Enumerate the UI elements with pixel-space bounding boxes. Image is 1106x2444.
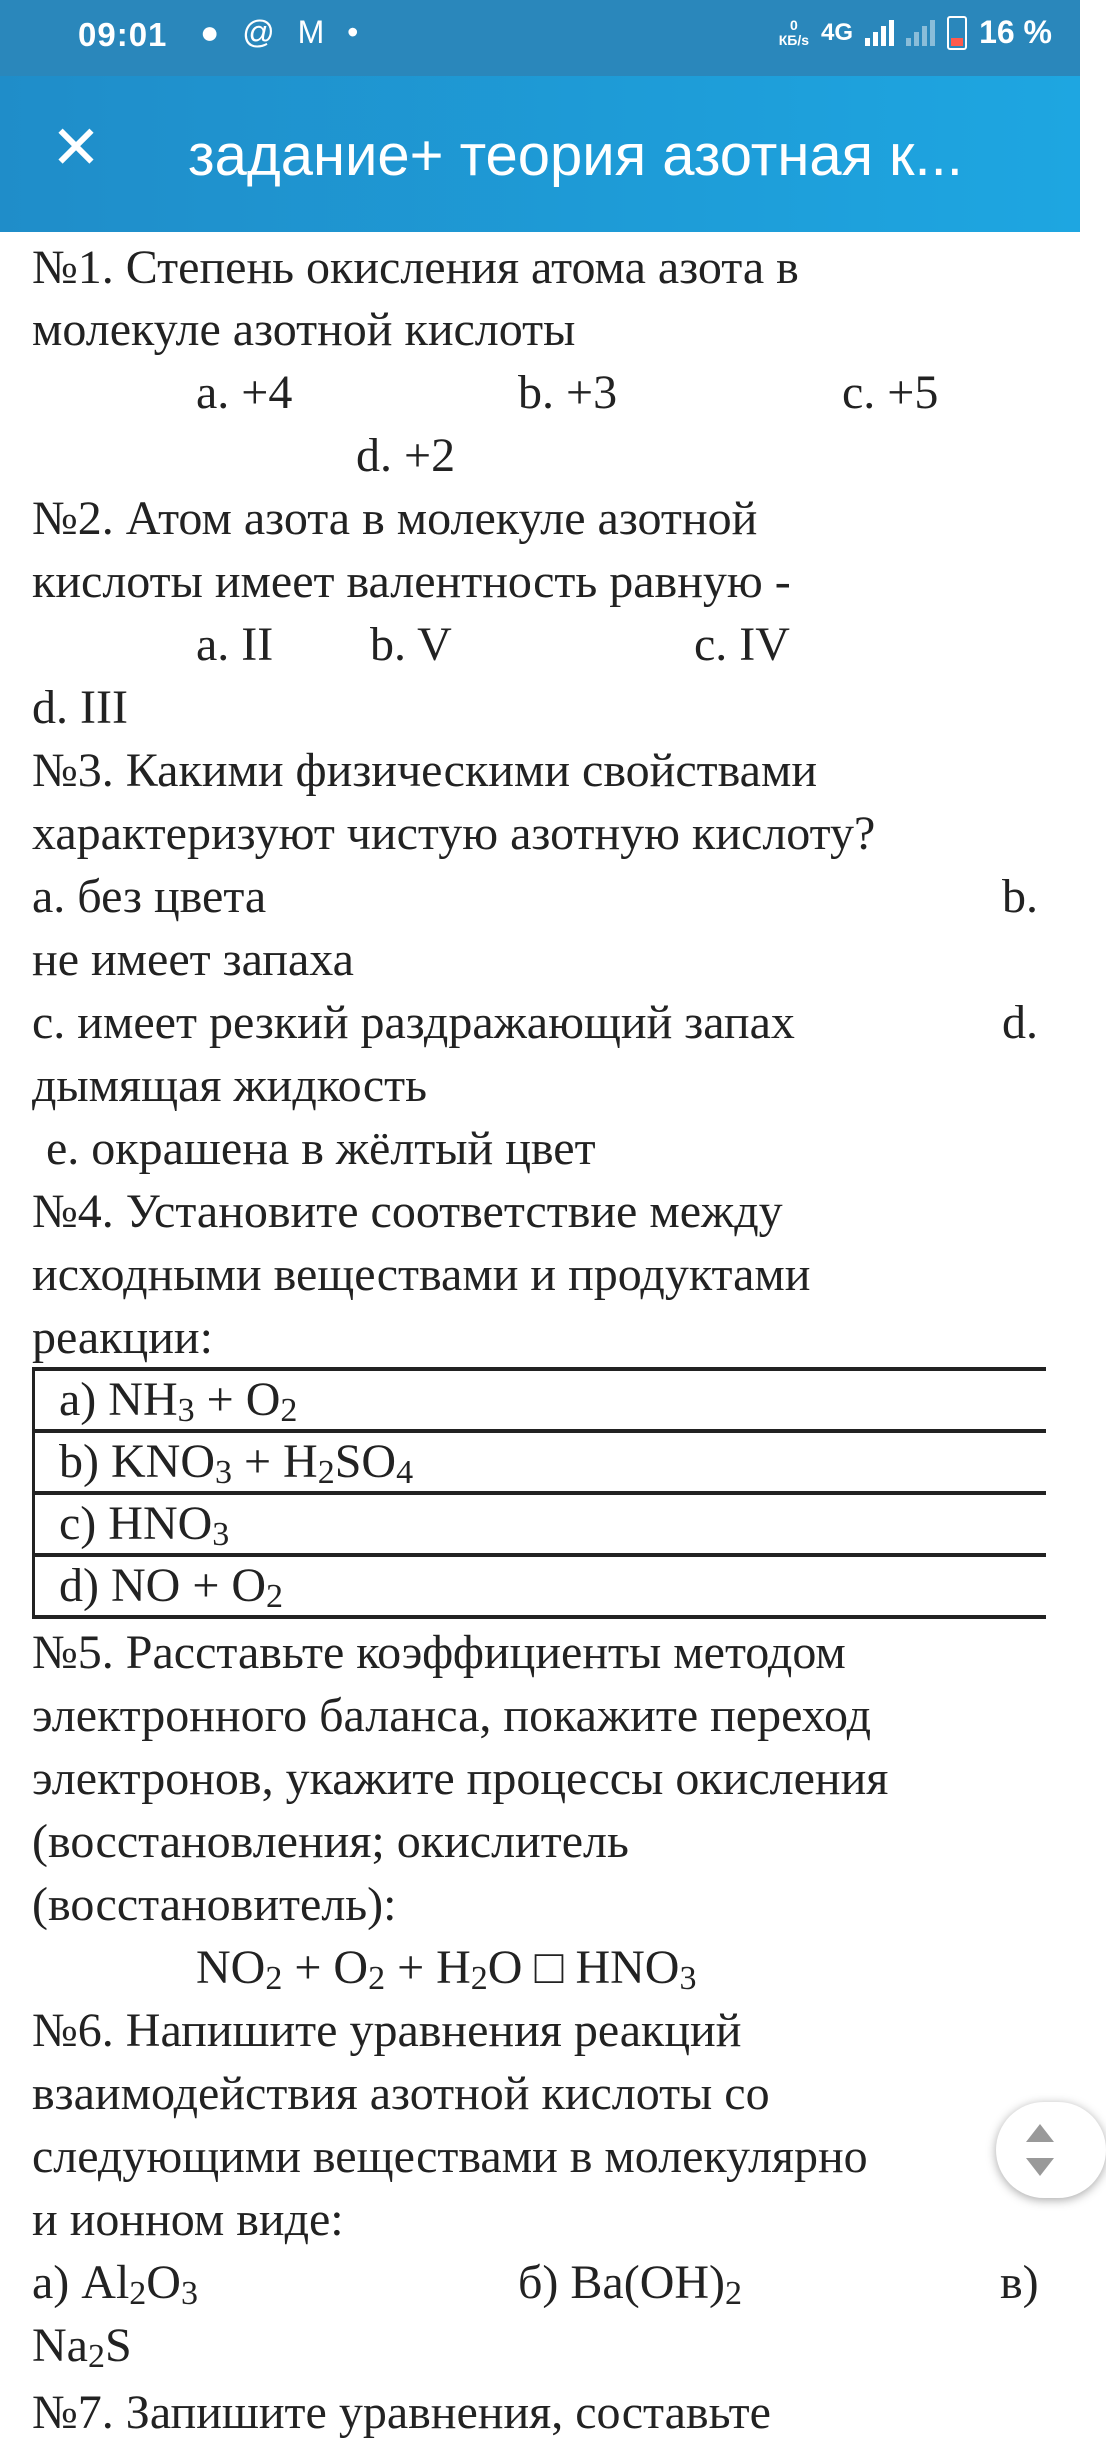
q7-partial-line: №7. Запишите уравнения, составьте bbox=[32, 2386, 771, 2439]
q4-line3: реакции: bbox=[32, 1311, 213, 1364]
data-speed: 0 КБ/s bbox=[778, 16, 810, 48]
scroll-control[interactable] bbox=[996, 2102, 1106, 2198]
q6-option-c: $Na_2S$ bbox=[32, 2319, 132, 2375]
q6-line1: №6. Напишите уравнения реакций bbox=[32, 2004, 742, 2057]
q1-option-d: d. +2 bbox=[356, 429, 456, 482]
q1-option-c: c. +5 bbox=[842, 366, 939, 419]
q3-line2: характеризуют чистую азотную кислоту? bbox=[32, 807, 876, 860]
q3-option-d-mark: d. bbox=[1002, 996, 1038, 1049]
q3-option-b-mark: b. bbox=[1002, 870, 1038, 923]
q6-option-b: б) $Ba(OH)_2$ bbox=[518, 2256, 743, 2312]
q5-line1: №5. Расставьте коэффициенты методом bbox=[32, 1626, 846, 1679]
q6-option-a: а) $Al_2O_3$ bbox=[32, 2256, 198, 2312]
battery-percent: 16 % bbox=[979, 14, 1052, 50]
q2-option-c: c. IV bbox=[694, 618, 790, 671]
q3-option-a: a. без цвета bbox=[32, 870, 267, 923]
table-row: c) $HNO_3$ bbox=[32, 1491, 1046, 1553]
dot-icon: • bbox=[347, 14, 359, 50]
gmail-icon: M bbox=[297, 14, 325, 50]
q5-line5: (восстановитель): bbox=[32, 1878, 397, 1931]
q1-option-b: b. +3 bbox=[518, 366, 618, 419]
q3-option-c: c. имеет резкий раздражающий запах bbox=[32, 996, 795, 1049]
q4-line2: исходными веществами и продуктами bbox=[32, 1248, 811, 1301]
q2-option-a: a. II bbox=[196, 618, 274, 671]
q2-option-d: d. III bbox=[32, 681, 128, 734]
chat-bubble-icon: ● bbox=[200, 14, 220, 50]
signal-bars-icon bbox=[865, 20, 894, 46]
q6-line4: и ионном виде: bbox=[32, 2193, 344, 2246]
q1-option-a: a. +4 bbox=[196, 366, 293, 419]
battery-low-icon bbox=[947, 16, 967, 50]
q5-line3: электронов, укажите процессы окисления bbox=[32, 1752, 889, 1805]
status-right bbox=[779, 14, 1052, 51]
q2-line1: №2. Атом азота в молекуле азотной bbox=[32, 492, 758, 545]
q3-option-d-text: дымящая жидкость bbox=[32, 1059, 427, 1112]
at-icon: @ bbox=[242, 14, 275, 50]
q2-option-b: b. V bbox=[370, 618, 452, 671]
q6-option-c-mark: в) bbox=[1000, 2256, 1039, 2309]
q3-line1: №3. Какими физическими свойствами bbox=[32, 744, 818, 797]
status-time: 09:01 bbox=[78, 16, 168, 53]
q3-option-b-text: не имеет запаха bbox=[32, 933, 354, 986]
q3-option-e: e. окрашена в жёлтый цвет bbox=[46, 1122, 596, 1175]
q5-line4: (восстановления; окислитель bbox=[32, 1815, 629, 1868]
q2-line2: кислоты имеет валентность равную - bbox=[32, 555, 791, 608]
document-content[interactable] bbox=[0, 232, 1080, 2439]
table-row: d) NO + $O_2$ bbox=[32, 1553, 1046, 1619]
table-row: b) $KNO_3 + H_2SO_4$ bbox=[32, 1429, 1046, 1491]
q1-line2: молекуле азотной кислоты bbox=[32, 303, 576, 356]
close-icon[interactable]: ✕ bbox=[50, 114, 102, 181]
status-bar bbox=[0, 0, 1080, 76]
scroll-up-icon[interactable] bbox=[1026, 2124, 1054, 2142]
q5-equation: $NO_2 + O_2 + H_2O$ □ $HNO_3$ bbox=[196, 1941, 697, 1997]
table-row: a) $NH_3 + O_2$ bbox=[32, 1367, 1046, 1429]
arrow-placeholder-box: □ bbox=[534, 1941, 564, 1994]
signal-bars-2-icon bbox=[906, 20, 935, 46]
q1-line1: №1. Степень окисления атома азота в bbox=[32, 241, 799, 294]
4g-signal-icon: 4G bbox=[821, 18, 854, 46]
page-title: задание+ теория азотная к... bbox=[188, 123, 963, 188]
notification-icons bbox=[200, 14, 372, 51]
q4-line1: №4. Установите соответствие между bbox=[32, 1185, 783, 1238]
q6-line2: взаимодействия азотной кислоты со bbox=[32, 2067, 770, 2120]
q6-line3: следующими веществами в молекулярно bbox=[32, 2130, 868, 2183]
q5-line2: электронного баланса, покажите переход bbox=[32, 1689, 871, 1742]
app-bar bbox=[0, 76, 1080, 232]
scroll-down-icon[interactable] bbox=[1026, 2158, 1054, 2176]
